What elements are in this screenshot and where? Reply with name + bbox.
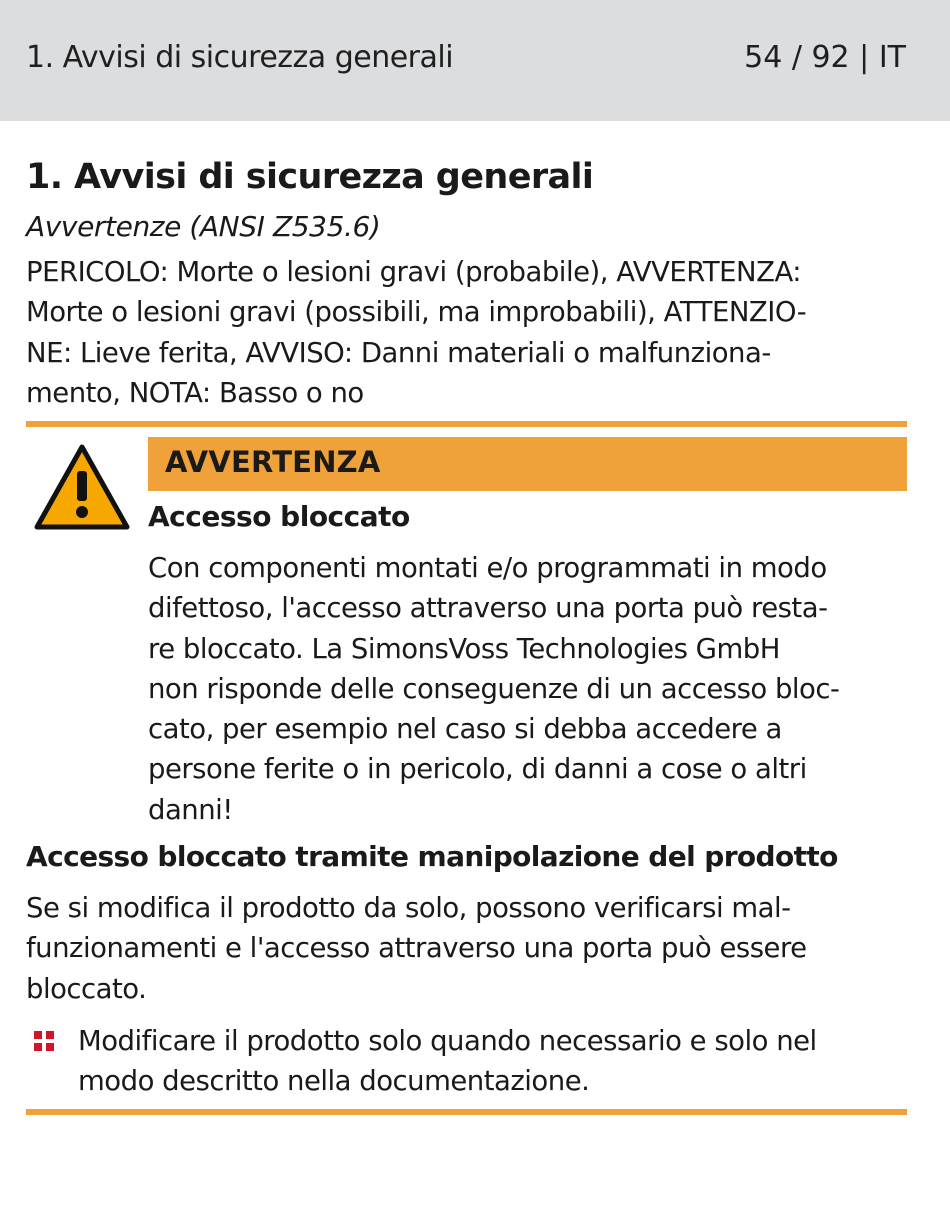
warning-banner	[148, 437, 907, 491]
warning-triangle-icon	[34, 443, 130, 531]
warning-body-line: persone ferite o in pericolo, di danni a cose o altri	[148, 753, 807, 786]
warning-top-rule	[26, 421, 907, 427]
warning-body	[148, 548, 908, 830]
warning-bottom-rule	[26, 1109, 907, 1115]
intro-paragraph	[26, 252, 906, 413]
bullet-line: modo descritto nella documentazione.	[78, 1065, 590, 1098]
section-body-line: Se si modifica il prodotto da solo, possono verificarsi mal-	[26, 892, 791, 924]
intro-line: PERICOLO: Morte o lesioni gravi (probabile), AVVERTENZA:	[26, 256, 802, 288]
intro-line: NE: Lieve ferita, AVVISO: Danni materiali o malfunziona-	[26, 336, 771, 369]
intro-line: mento, NOTA: Basso o no	[26, 376, 364, 409]
warning-label: AVVERTENZA	[165, 445, 381, 479]
section-body	[26, 888, 906, 1009]
warning-body-line: cato, per esempio nel caso si debba accedere a	[148, 713, 782, 746]
warning-body-line: non risponde delle conseguenze di un accesso bloc-	[148, 672, 840, 705]
red-square-bullet-icon	[34, 1031, 54, 1051]
section-body-line: funzionamenti e l'accesso attraverso una porta può essere	[26, 932, 807, 965]
bullet-item	[78, 1021, 908, 1102]
bullet-line: Modificare il prodotto solo quando necessario e solo nel	[78, 1025, 817, 1057]
header-page-info: 54 / 92 | IT	[744, 40, 906, 75]
header-section-title: 1. Avvisi di sicurezza generali	[26, 40, 454, 75]
section-heading: Accesso bloccato tramite manipolazione del prodotto	[26, 840, 838, 873]
warning-heading: Accesso bloccato	[148, 500, 410, 533]
page-title: 1. Avvisi di sicurezza generali	[26, 157, 594, 197]
page-header	[0, 0, 950, 121]
intro-line: Morte o lesioni gravi (possibili, ma improbabili), ATTENZIO-	[26, 296, 807, 329]
warning-body-line: danni!	[148, 793, 233, 826]
warning-body-line: re bloccato. La SimonsVoss Technologies GmbH	[148, 632, 780, 665]
warning-body-line: difettoso, l'accesso attraverso una porta può resta-	[148, 592, 828, 625]
page-subtitle: Avvertenze (ANSI Z535.6)	[26, 210, 381, 243]
warning-body-line: Con componenti montati e/o programmati in modo	[148, 552, 827, 584]
section-body-line: bloccato.	[26, 972, 147, 1005]
